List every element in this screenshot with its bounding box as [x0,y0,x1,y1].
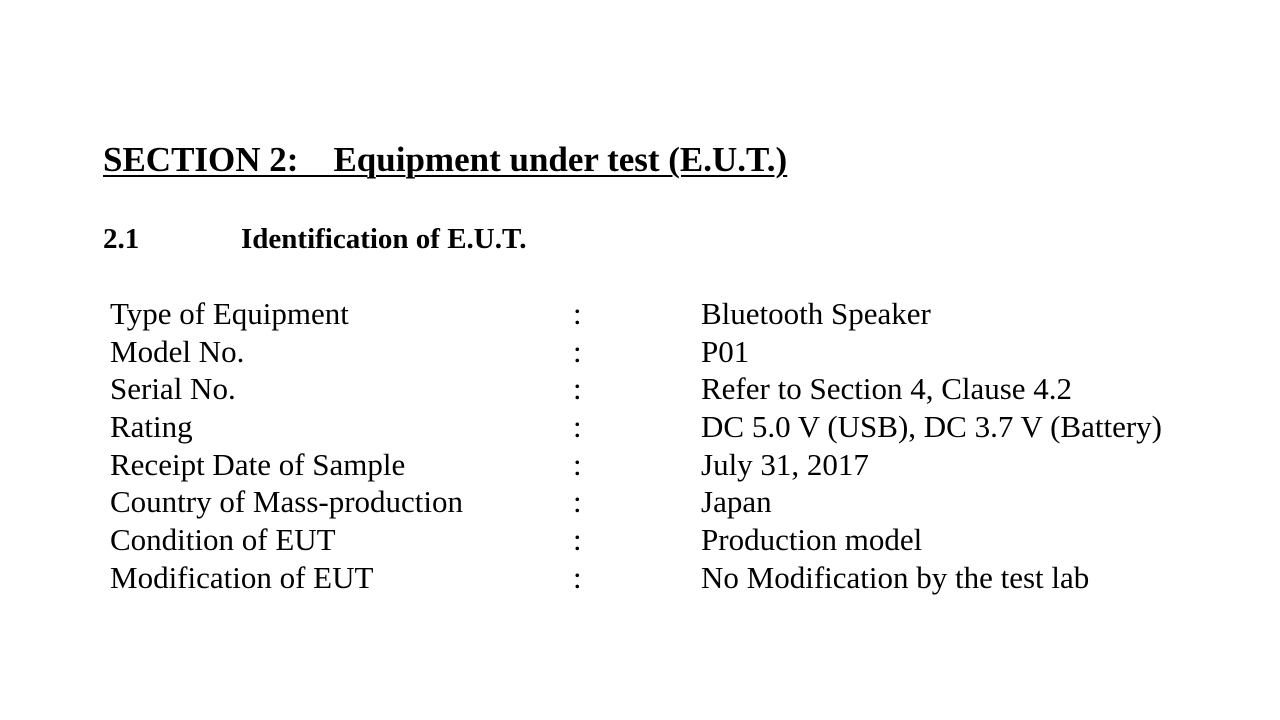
row-value: July 31, 2017 [701,446,869,482]
row-value: No Modification by the test lab [701,559,1090,595]
row-label: Country of Mass-production [110,484,464,520]
row-value: DC 5.0 V (USB), DC 3.7 V (Battery) [701,409,1163,445]
section-title: SECTION 2: Equipment under test (E.U.T.) [103,140,788,179]
identification-table [110,295,1230,597]
row-label: Condition of EUT [110,522,336,558]
row-separator: : [573,333,582,369]
table-row-type-of-equipment [110,295,1230,333]
row-separator: : [573,296,582,331]
table-row-country [110,483,1230,521]
row-separator: : [573,559,582,595]
subsection-title: Identification of E.U.T. [241,223,527,255]
subsection-number: 2.1 [103,223,140,255]
table-row-serial-no [110,370,1230,408]
row-label: Modification of EUT [110,559,374,595]
table-row-model-no [110,333,1230,371]
table-row-condition [110,521,1230,559]
row-value: P01 [701,333,750,369]
row-label: Model No. [110,333,245,369]
table-row-modification [110,559,1230,597]
row-separator: : [573,522,582,558]
table-row-receipt-date [110,446,1230,484]
table-row-rating [110,408,1230,446]
row-separator: : [573,484,582,520]
row-value: Production model [701,522,923,558]
row-separator: : [573,446,582,482]
row-label: Type of Equipment [110,296,349,331]
row-separator: : [573,371,582,407]
row-label: Receipt Date of Sample [110,446,406,482]
row-value: Japan [701,484,772,520]
row-value: Bluetooth Speaker [701,296,931,331]
row-label: Serial No. [110,371,236,407]
row-value: Refer to Section 4, Clause 4.2 [701,371,1073,407]
row-label: Rating [110,409,193,445]
row-separator: : [573,409,582,445]
